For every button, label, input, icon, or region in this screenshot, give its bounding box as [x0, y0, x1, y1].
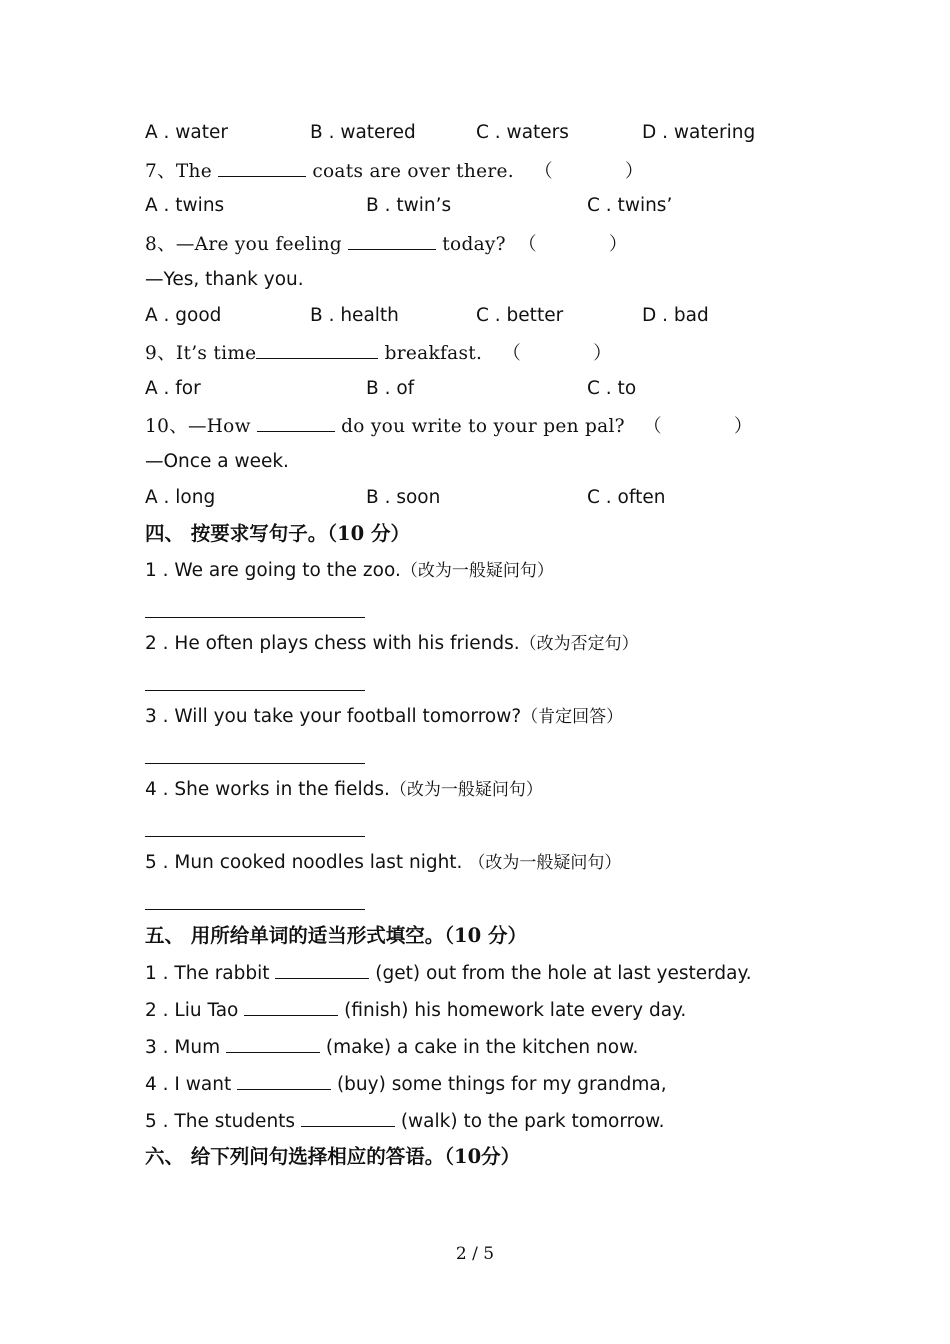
section-6-title: 六、 给下列问句选择相应的答语。（10分）: [145, 1145, 521, 1168]
s4-item-1-text: 1 . We are going to the zoo.: [145, 560, 401, 581]
q10-option-b[interactable]: B . soon: [366, 487, 441, 508]
section-4-title: 四、 按要求写句子。（10 分）: [145, 522, 410, 545]
page-number: 2 / 5: [455, 1244, 495, 1264]
s4-item-1-note: （改为一般疑问句）: [400, 561, 554, 581]
q7-text-before: 7、The: [145, 161, 219, 182]
s4-item-5-note: （改为一般疑问句）: [468, 853, 622, 873]
s4-answer-line-3[interactable]: [145, 763, 365, 764]
q6-option-b[interactable]: B . watered: [310, 122, 416, 143]
q8-text-before: 8、—Are you feeling: [145, 234, 349, 255]
q6-option-a[interactable]: A . water: [145, 122, 229, 143]
question-9: [145, 340, 612, 366]
s4-item-4-note: （改为一般疑问句）: [389, 780, 543, 800]
q8-option-b[interactable]: B . health: [310, 305, 399, 326]
s4-item-5-text: 5 . Mun cooked noodles last night.: [145, 852, 469, 873]
q10-text-before: 10、—How: [145, 416, 257, 437]
q7-option-c[interactable]: C . twins’: [587, 195, 673, 216]
q8-option-d[interactable]: D . bad: [642, 305, 709, 326]
q9-text-after: breakfast.: [378, 343, 483, 364]
s4-answer-line-1[interactable]: [145, 617, 365, 618]
s5-item-2: [145, 997, 686, 1023]
q10-option-c[interactable]: C . often: [587, 487, 666, 508]
s4-answer-line-5[interactable]: [145, 909, 365, 910]
q7-option-b[interactable]: B . twin’s: [366, 195, 452, 216]
s5-item-1: [145, 960, 752, 986]
s4-answer-line-2[interactable]: [145, 690, 365, 691]
q8-text-after: today?: [436, 234, 506, 255]
q10-paren-close: ）: [733, 416, 753, 437]
s5-item-3-post: (make) a cake in the kitchen now.: [320, 1037, 639, 1058]
q8-option-a[interactable]: A . good: [145, 305, 222, 326]
s5-item-5-post: (walk) to the park tomorrow.: [394, 1111, 665, 1132]
q8-paren-close: ）: [608, 234, 628, 255]
s5-item-1-pre: 1 . The rabbit: [145, 963, 276, 984]
question-8: [145, 231, 628, 257]
q9-text-before: 9、It’s time: [145, 343, 257, 364]
s5-item-5-blank[interactable]: [301, 1108, 395, 1127]
s5-item-1-post: (get) out from the hole at last yesterday.: [369, 963, 752, 984]
q9-paren-open: （: [502, 343, 522, 364]
q9-paren-close: ）: [593, 343, 612, 364]
s4-item-1: [145, 559, 554, 583]
q10-blank[interactable]: [257, 413, 335, 432]
s5-item-4-post: (buy) some things for my grandma,: [331, 1074, 667, 1095]
q7-text-after: coats are over there.: [306, 161, 514, 182]
q10-option-a[interactable]: A . long: [145, 487, 216, 508]
q10-text-after: do you write to your pen pal?: [334, 416, 625, 437]
q9-option-b[interactable]: B . of: [366, 378, 415, 399]
q7-option-a[interactable]: A . twins: [145, 195, 225, 216]
s4-item-2: [145, 632, 639, 656]
s5-item-4: [145, 1071, 667, 1097]
q7-blank[interactable]: [218, 158, 306, 177]
s5-item-5: [145, 1108, 664, 1134]
q9-option-a[interactable]: A . for: [145, 378, 201, 399]
s4-item-2-text: 2 . He often plays chess with his friends.: [145, 633, 520, 654]
s5-item-4-pre: 4 . I want: [145, 1074, 238, 1095]
question-7: [145, 158, 644, 184]
q8-blank[interactable]: [348, 231, 436, 250]
q9-blank[interactable]: [256, 340, 378, 359]
s4-item-5: [145, 851, 621, 875]
s5-item-2-blank[interactable]: [244, 997, 338, 1016]
q7-paren-open: （: [534, 161, 553, 182]
s5-item-3-pre: 3 . Mum: [145, 1037, 227, 1058]
s5-item-2-pre: 2 . Liu Tao: [145, 1000, 245, 1021]
q10-reply: —Once a week.: [145, 451, 289, 472]
section-5-title: 五、 用所给单词的适当形式填空。（10 分）: [145, 924, 527, 947]
s4-item-3-note: （肯定回答）: [521, 707, 624, 727]
q8-paren-open: （: [518, 234, 537, 255]
s4-item-3: [145, 705, 623, 729]
s5-item-5-pre: 5 . The students: [145, 1111, 301, 1132]
question-10: [145, 413, 753, 439]
q8-reply: —Yes, thank you.: [145, 269, 304, 290]
q8-option-c[interactable]: C . better: [476, 305, 564, 326]
s4-item-3-text: 3 . Will you take your football tomorrow?: [145, 706, 522, 727]
q10-paren-open: （: [643, 416, 662, 437]
q6-option-d[interactable]: D . watering: [642, 122, 756, 143]
s5-item-1-blank[interactable]: [275, 960, 369, 979]
s5-item-3-blank[interactable]: [226, 1034, 320, 1053]
s4-answer-line-4[interactable]: [145, 836, 365, 837]
s4-item-2-note: （改为否定句）: [519, 634, 639, 654]
s5-item-3: [145, 1034, 638, 1060]
s5-item-2-post: (finish) his homework late every day.: [338, 1000, 687, 1021]
q7-paren-close: ）: [624, 161, 644, 182]
q6-option-c[interactable]: C . waters: [476, 122, 569, 143]
s4-item-4-text: 4 . She works in the fields.: [145, 779, 390, 800]
q9-option-c[interactable]: C . to: [587, 378, 637, 399]
s4-item-4: [145, 778, 543, 802]
s5-item-4-blank[interactable]: [237, 1071, 331, 1090]
